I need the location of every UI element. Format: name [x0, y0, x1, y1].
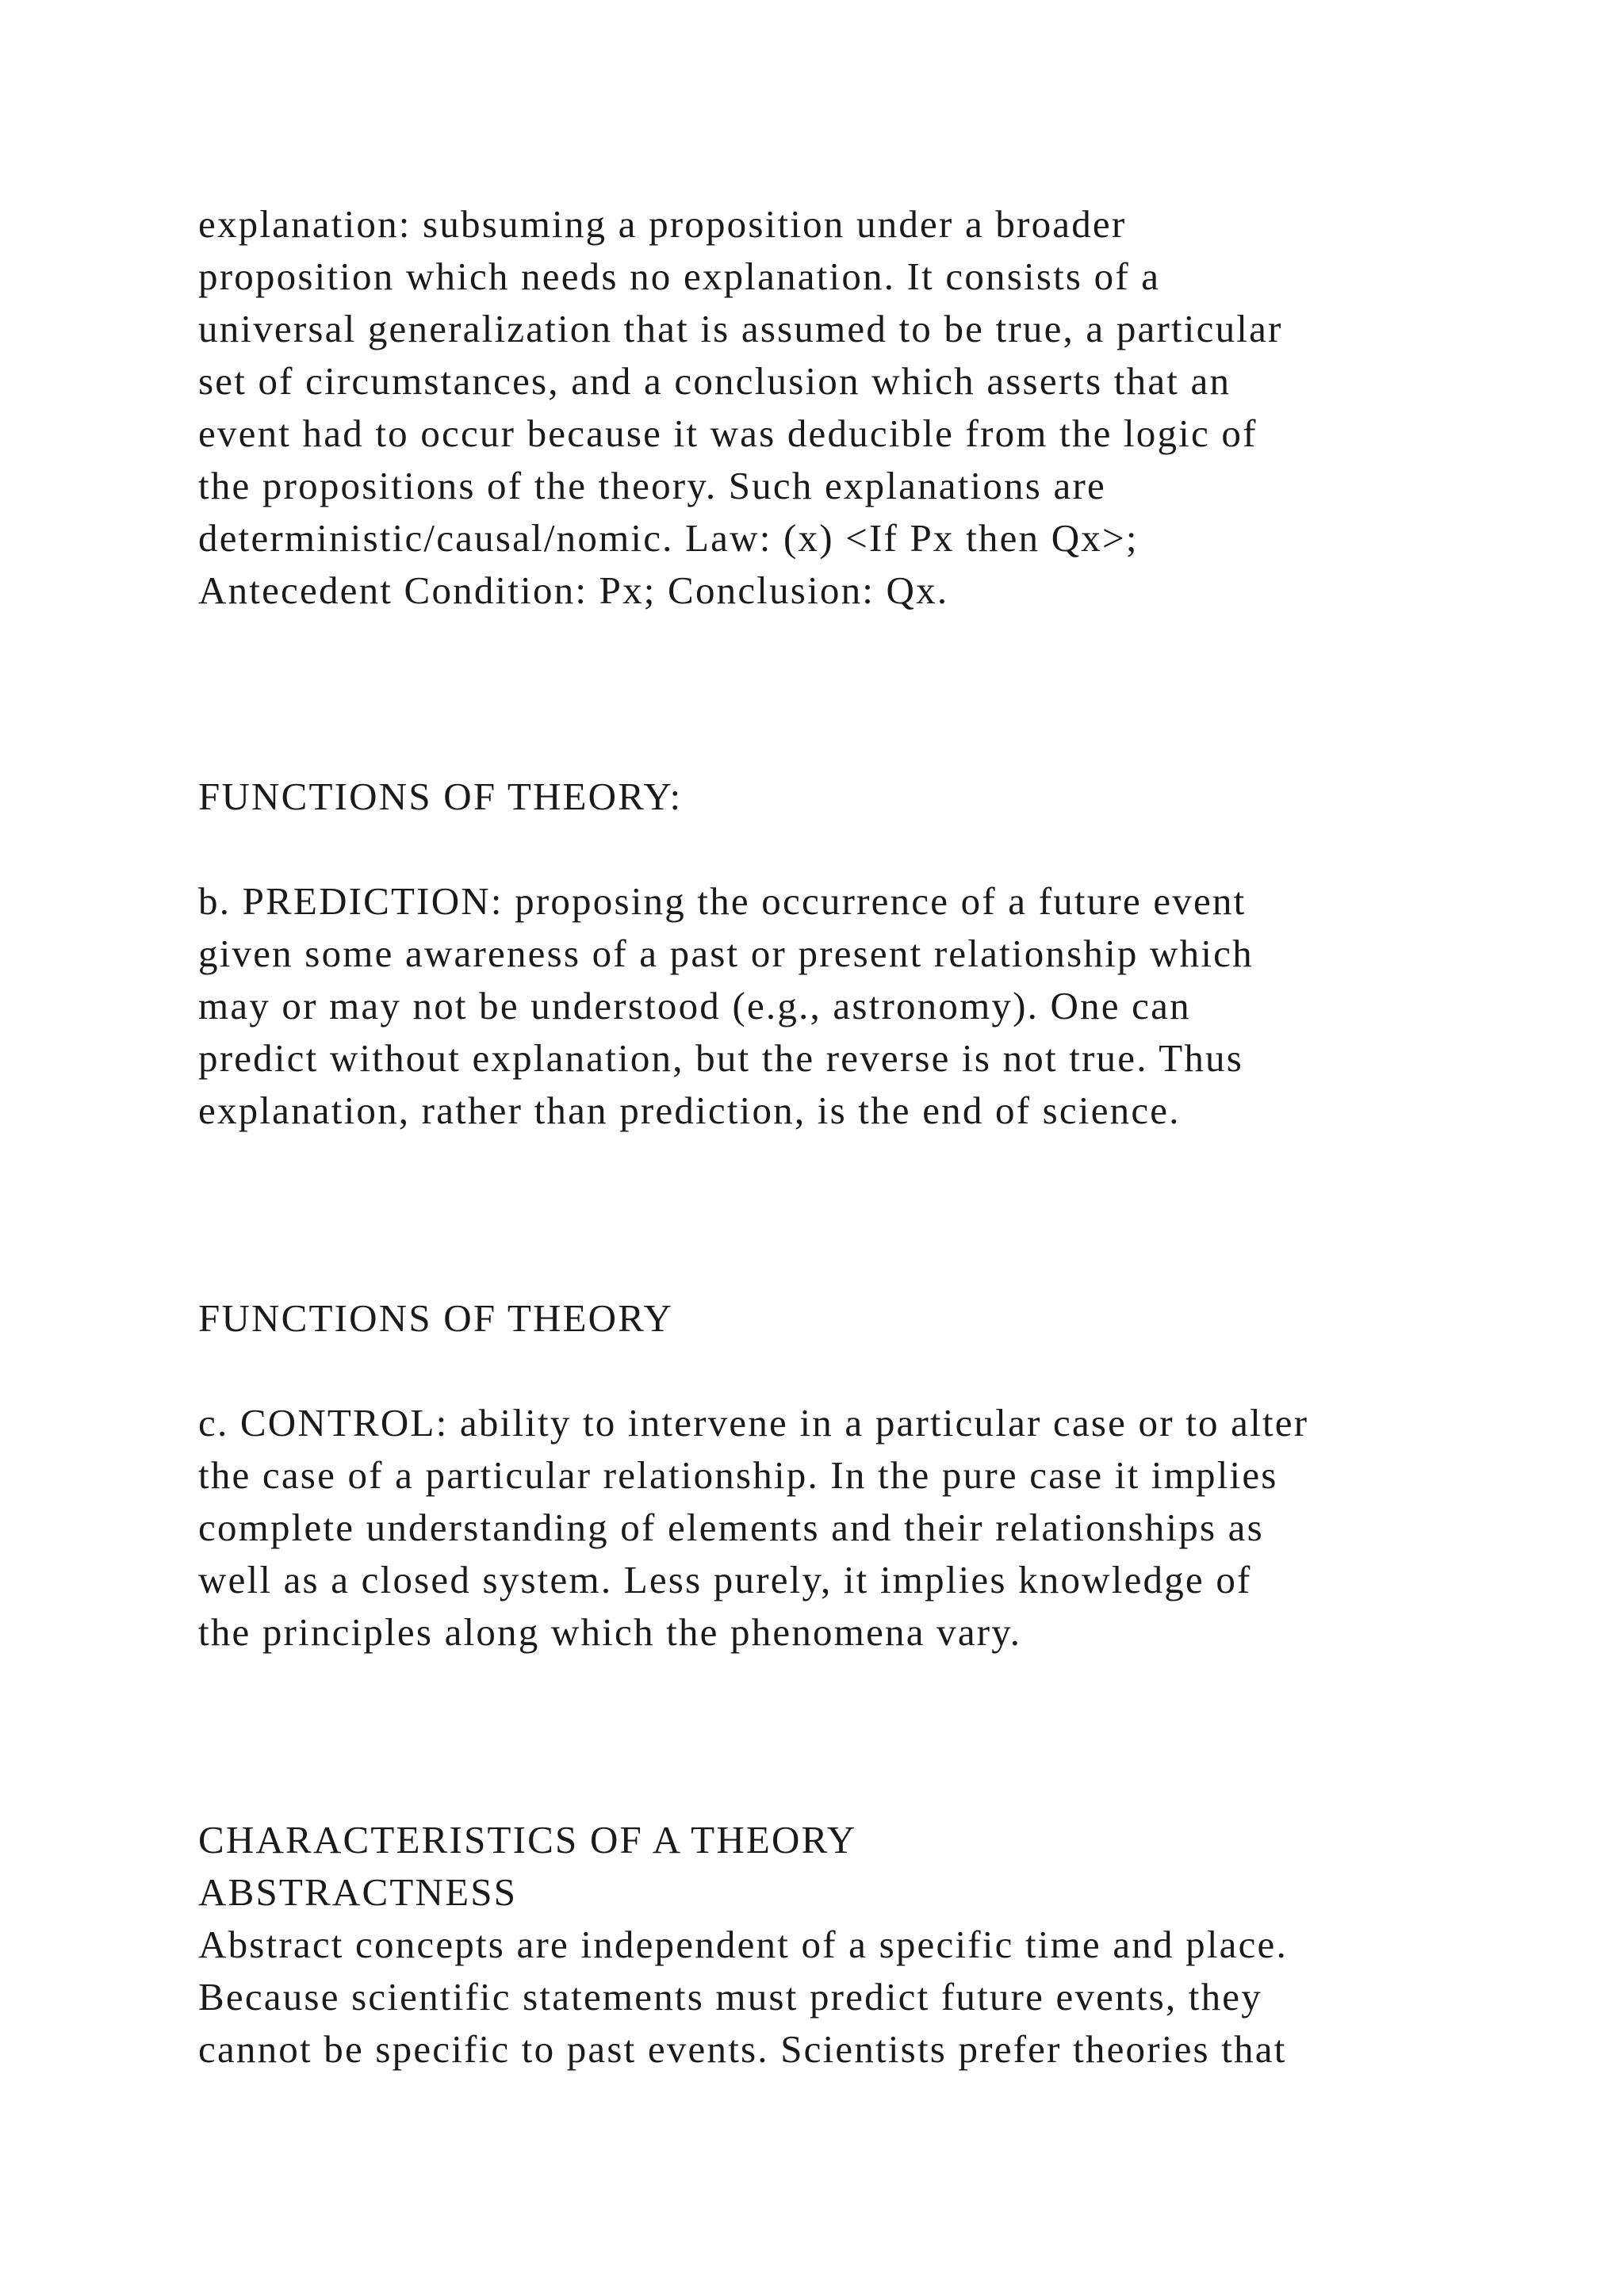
- prediction-paragraph-line: may or may not be understood (e.g., astronomy). One can: [198, 984, 1191, 1027]
- control-paragraph-line: complete understanding of elements and their relationships as: [198, 1506, 1264, 1549]
- prediction-paragraph-line: predict without explanation, but the reverse is not true. Thus: [198, 1036, 1244, 1080]
- control-paragraph-line: well as a closed system. Less purely, it implies knowledge of: [198, 1558, 1252, 1601]
- control-paragraph-line: the principles along which the phenomena vary.: [198, 1610, 1022, 1654]
- abstractness-paragraph-line: cannot be specific to past events. Scientists prefer theories that: [198, 2027, 1287, 2071]
- explanation-paragraph-line: the propositions of the theory. Such explanations are: [198, 464, 1106, 507]
- explanation-paragraph-line: universal generalization that is assumed to be true, a particular: [198, 307, 1283, 350]
- abstractness-paragraph-line: Because scientific statements must predict future events, they: [198, 1975, 1262, 2019]
- explanation-paragraph-line: Antecedent Condition: Px; Conclusion: Qx.: [198, 568, 949, 612]
- explanation-paragraph-line: proposition which needs no explanation. It consists of a: [198, 254, 1161, 298]
- control-paragraph-line: the case of a particular relationship. In the pure case it implies: [198, 1453, 1278, 1497]
- prediction-paragraph-line: given some awareness of a past or present relationship which: [198, 932, 1254, 975]
- control-paragraph-line: c. CONTROL: ability to intervene in a particular case or to alter: [198, 1401, 1309, 1445]
- section-heading: FUNCTIONS OF THEORY:: [198, 775, 683, 818]
- explanation-paragraph-line: deterministic/causal/nomic. Law: (x) <If Px then Qx>;: [198, 516, 1139, 560]
- abstractness-paragraph-line: Abstract concepts are independent of a specific time and place.: [198, 1923, 1288, 1966]
- prediction-paragraph-line: explanation, rather than prediction, is the end of science.: [198, 1089, 1181, 1132]
- prediction-paragraph-line: b. PREDICTION: proposing the occurrence of a future event: [198, 879, 1247, 923]
- abstractness-subheading: ABSTRACTNESS: [198, 1870, 518, 1914]
- section-heading: FUNCTIONS OF THEORY: [198, 1296, 674, 1340]
- explanation-paragraph-line: set of circumstances, and a conclusion which asserts that an: [198, 359, 1231, 403]
- characteristics-heading: CHARACTERISTICS OF A THEORY: [198, 1818, 857, 1862]
- explanation-paragraph-line: event had to occur because it was deducible from the logic of: [198, 411, 1258, 455]
- explanation-paragraph-line: explanation: subsuming a proposition under a broader: [198, 202, 1127, 246]
